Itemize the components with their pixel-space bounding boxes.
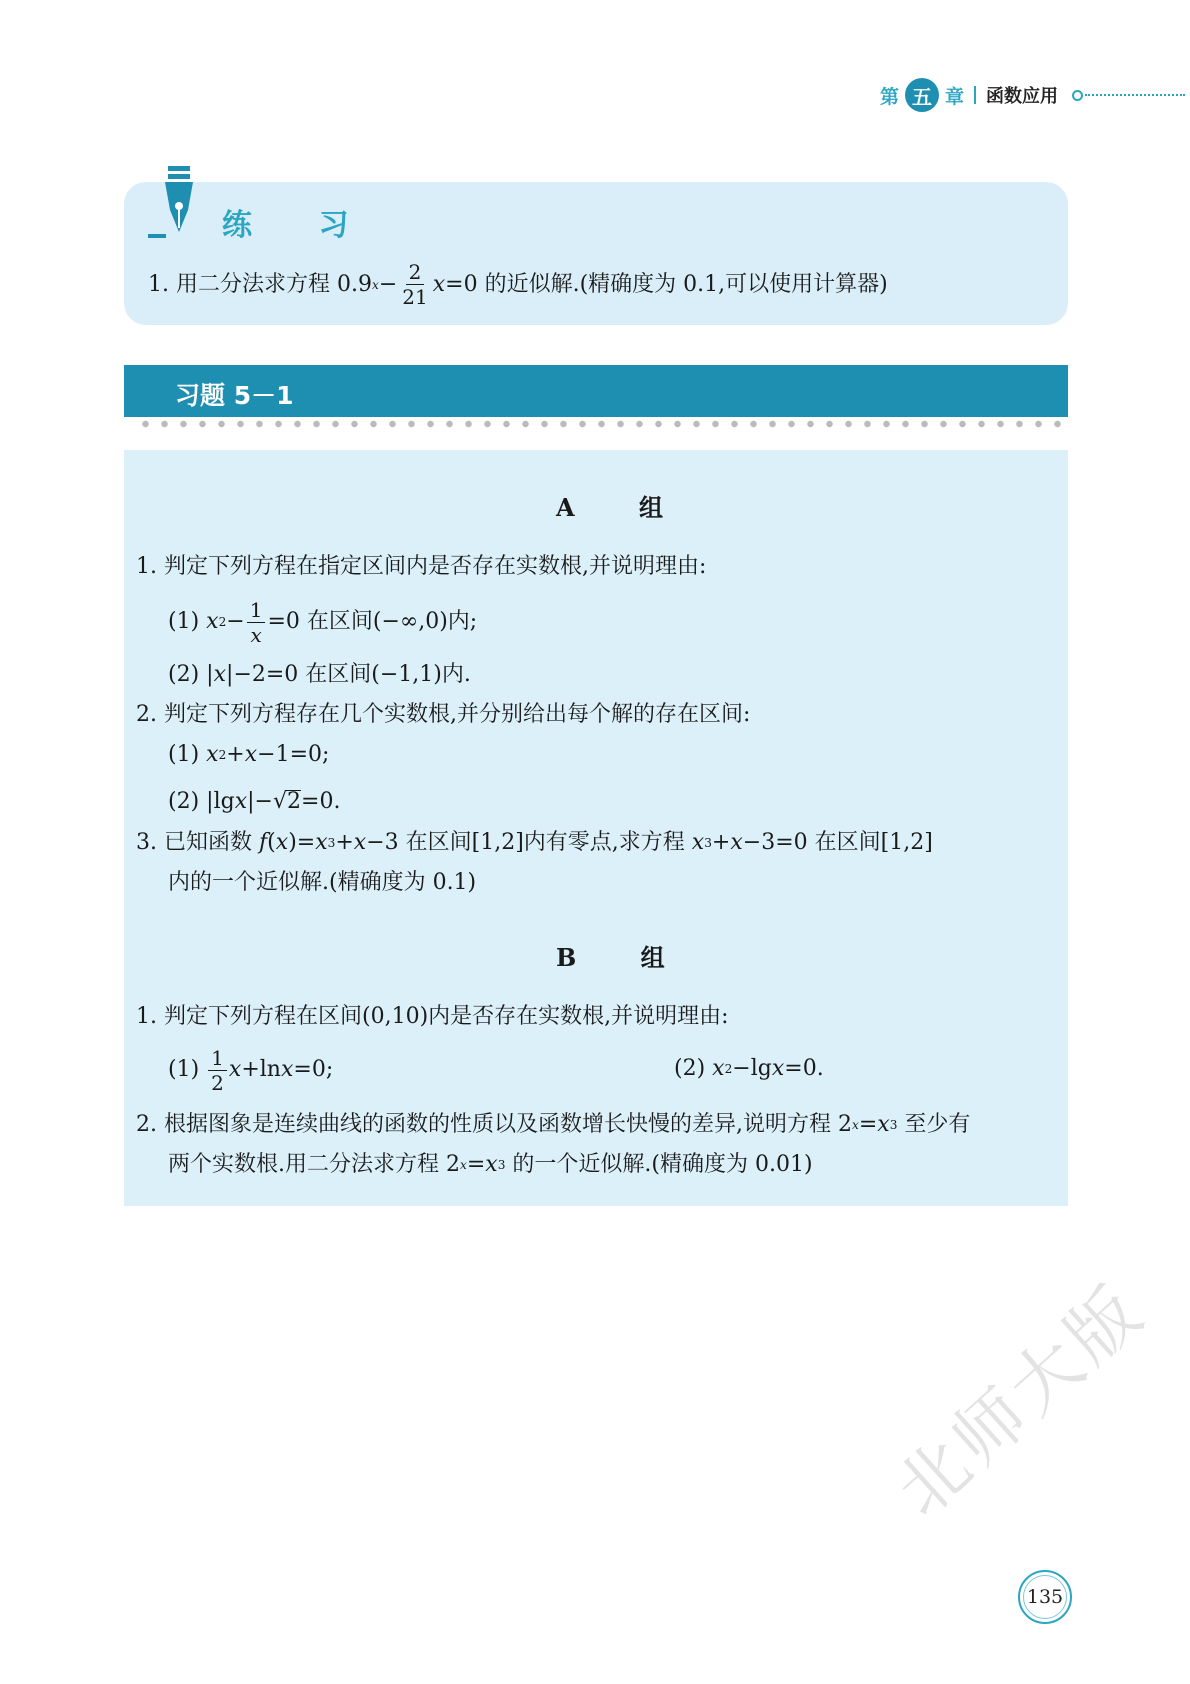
math-variable: x [275,830,289,855]
practice-title: 练 习 [222,208,377,243]
math-variable: x [213,662,227,687]
sub-label: (2) [168,662,200,687]
math-exponent: x [460,1158,467,1172]
math-exponent: x [372,277,379,292]
math-equals: =0 [445,271,478,297]
sub-text: =0 在区间(−∞,0)内; [267,609,478,634]
header-dotted-line [1085,94,1185,96]
question-text: 根据图象是连续曲线的函数的性质以及函数增长快慢的差异,说明方程 [164,1112,831,1137]
a-question-2-sub-2 [168,790,340,813]
question-text: 两个实数根.用二分法求方程 [168,1152,439,1177]
math-variable: x [353,830,367,855]
sub-label: (1) [168,609,200,634]
math-variable: x [315,830,328,855]
math-plus: + [711,830,731,855]
math-base: 0.9 [337,271,373,297]
abs-bar-close: | [226,662,234,687]
fraction-denominator: 2 [211,1070,224,1095]
question-number: 2. [136,1112,157,1137]
group-b-title: B 组 [556,943,693,972]
question-text: 已知函数 [164,830,253,855]
chapter-suffix: 章 [945,85,965,108]
fraction-denominator: 21 [402,285,428,309]
math-function: f [259,830,268,855]
fraction-numerator: 1 [247,600,266,623]
math-exponent: x [852,1118,859,1132]
sub-text: −2=0 在区间(−1,1)内. [233,662,471,687]
b-question-1-sub-1 [168,1045,334,1095]
math-variable: x [771,1056,785,1081]
sqrt-icon: √ [272,788,288,814]
sub-text: =0; [293,1057,334,1082]
math-paren-open: ( [267,830,276,855]
sqrt-argument: 2 [287,789,302,814]
question-text: −3=0 在区间[1,2] [742,830,933,855]
math-fraction [208,1045,227,1095]
fraction-numerator: 1 [208,1048,227,1071]
question-number: 1. [136,1004,157,1029]
b-question-2: 2. 根据图象是连续曲线的函数的性质以及函数增长快慢的差异,说明方程 2 x = x 3 至少有 [136,1112,971,1137]
item-text: 用二分法求方程 [176,271,331,297]
math-base: 2 [446,1152,460,1177]
math-variable: x [244,742,258,767]
a-question-2-sub-1: (1) x 2 + x −1=0; [168,742,330,767]
question-text: −3 在区间[1,2]内有零点,求方程 [366,830,685,855]
chapter-number-badge: 五 [905,78,939,112]
math-equals: = [858,1112,878,1137]
math-base: 2 [838,1112,852,1137]
dotted-divider [136,420,1062,428]
math-variable: x [432,271,446,297]
group-a-title: A 组 [556,493,691,522]
chapter-prefix: 第 [880,85,900,108]
question-number: 2. [136,702,157,727]
math-variable: x [234,788,248,814]
math-variable: x [206,742,219,767]
math-variable: x [228,1057,242,1082]
sub-label: (2) [674,1056,706,1081]
math-paren-close: )= [288,830,316,855]
a-question-1-sub-1: (1) x 2 − $\frac{1}{x}$ =0 在区间(−∞,0)内; [168,597,478,647]
question-number: 3. [136,830,157,855]
math-variable: x [877,1112,890,1137]
abs-bar-open: | [206,662,214,687]
sub-text: =0. [784,1056,824,1081]
math-minus: − [378,271,398,297]
sub-label: (1) [168,1057,200,1082]
math-variable: x [485,1152,498,1177]
math-variable: x [712,1056,725,1081]
watermark-text: 北师大版 [880,1267,1161,1533]
header-dot-icon [1072,90,1083,101]
math-lg-close: |− [247,788,273,814]
sub-text: −1=0; [257,742,330,767]
a-question-2 [136,704,750,726]
math-variable: x [280,1057,294,1082]
math-plus: + [226,742,245,767]
math-variable: x [206,609,219,634]
math-fraction [247,597,266,647]
a-question-3: 3. 已知函数 f ( x )= x 3 + x −3 在区间[1,2]内有零点,求方程 x 3 + x −3=0 在区间[1,2] [136,830,933,855]
math-variable: x [691,830,705,855]
math-plus: + [335,830,354,855]
math-minus: − [226,609,245,634]
practice-item-1 [148,262,888,307]
question-text: 判定下列方程在区间(0,10)内是否存在实数根,并说明理由: [164,1004,729,1029]
b-question-1-sub-2: (2) x 2 −lg x =0. [674,1056,824,1081]
question-text: 至少有 [904,1112,971,1137]
question-text: 的一个近似解.(精确度为 0.01) [512,1152,813,1177]
chapter-title: 函数应用 [986,86,1059,107]
exercise-title: 习题 5－1 [175,381,294,410]
question-text: 判定下列方程在指定区间内是否存在实数根,并说明理由: [164,554,707,579]
sub-label: (1) [168,742,200,767]
item-number: 1. [148,271,169,297]
math-lg: −lg [732,1056,772,1081]
math-ln: +ln [241,1057,281,1082]
b-question-1 [136,1006,729,1028]
chapter-header [880,78,1185,112]
a-question-1 [136,556,706,578]
math-lg: |lg [206,788,235,814]
chapter-separator [974,86,976,104]
page-number: 135 [1018,1570,1072,1624]
fountain-pen-icon [148,166,204,238]
question-text: 判定下列方程存在几个实数根,并分别给出每个解的存在区间: [164,702,751,727]
fraction-numerator: 2 [406,262,425,285]
a-question-1-sub-2 [168,664,471,686]
math-variable: x [730,830,743,855]
sub-label: (2) [168,788,200,814]
fraction-denominator: x [250,622,262,647]
b-question-2-line-2: 两个实数根.用二分法求方程 2 x = x 3 的一个近似解.(精确度为 0.01) [168,1152,813,1177]
math-fraction [399,262,430,307]
a-question-3-line-2 [168,872,476,894]
question-text: 内的一个近似解.(精确度为 0.1) [168,870,477,895]
item-text-end: 的近似解.(精确度为 0.1,可以使用计算器) [484,271,888,297]
question-number: 1. [136,554,157,579]
math-equals: = [466,1152,486,1177]
sub-text: =0. [301,788,341,814]
